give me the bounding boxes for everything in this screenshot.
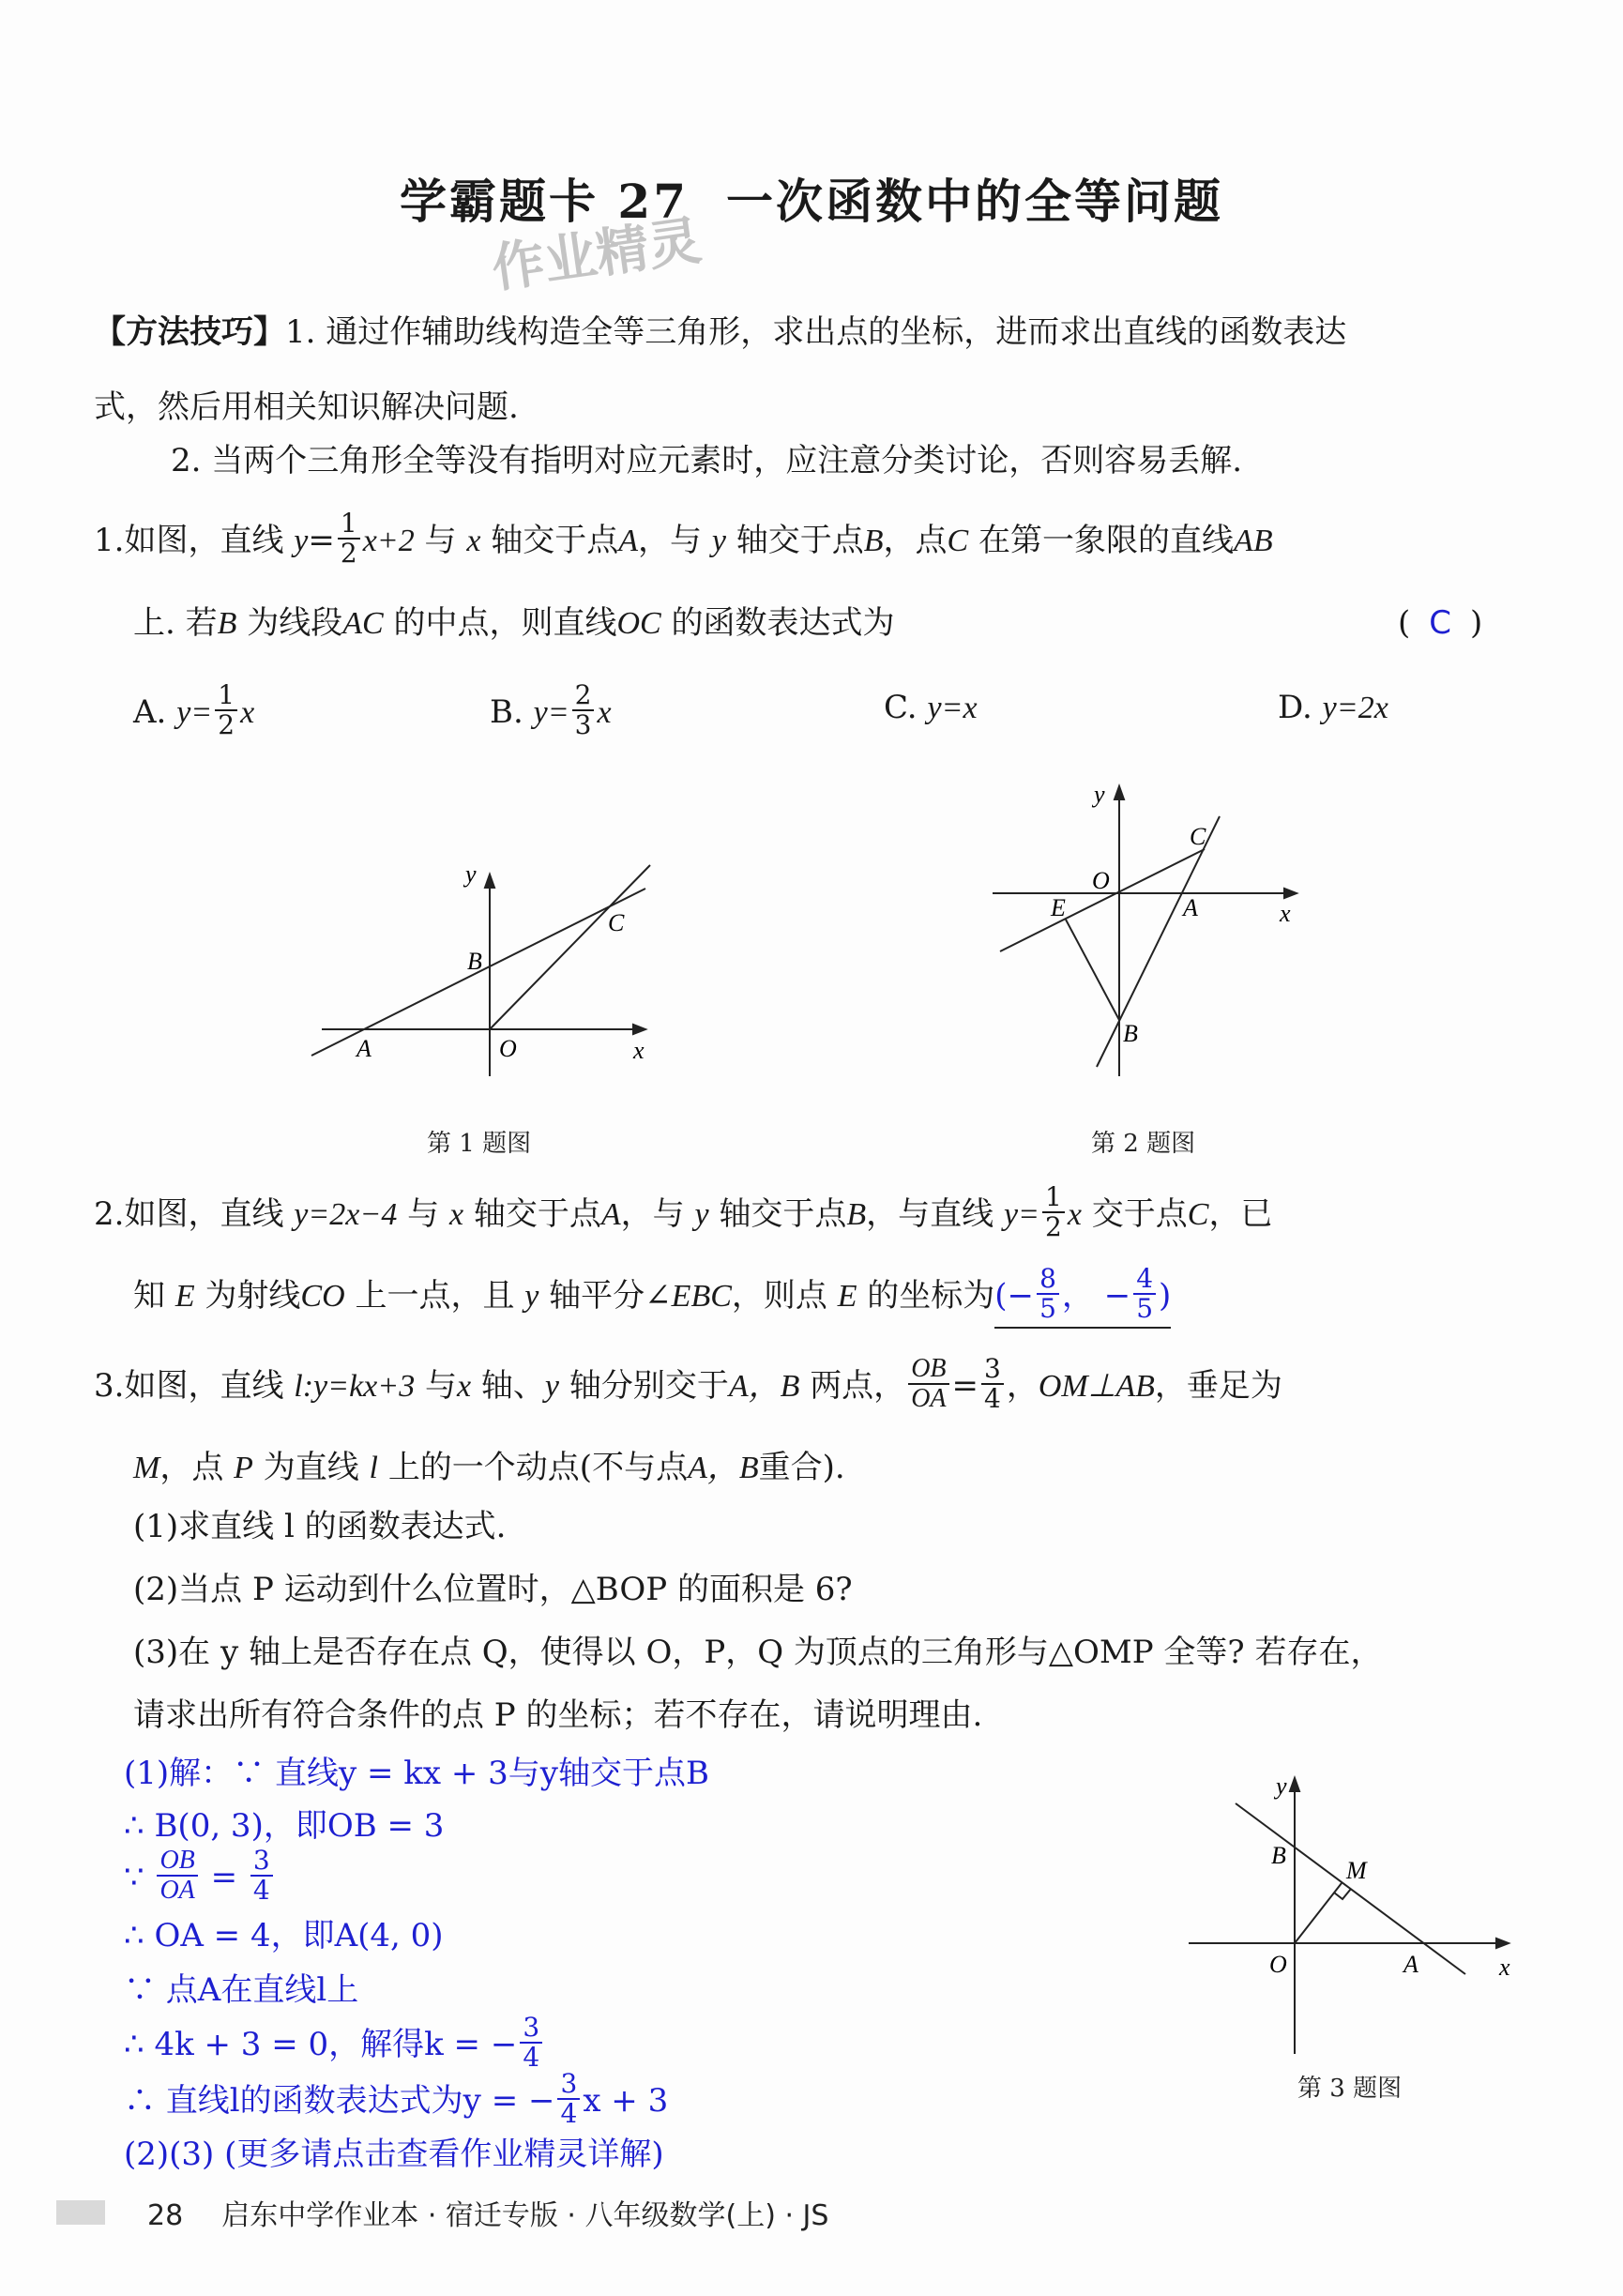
text-fragment: 两点， [810,1367,906,1405]
text-fragment: 5 [1039,1293,1056,1324]
figure-3-caption: 第 3 题图 [1297,2075,1403,2103]
title-card-number: 学霸题卡 27 [400,174,689,229]
label-a: A [1403,1951,1418,1978]
text-fragment: A [600,1197,621,1232]
text-fragment: 4 [252,1875,270,1906]
text-fragment: 2. [94,1195,125,1233]
text-fragment: (− [994,1277,1035,1315]
label-b: B [1271,1842,1286,1869]
text-fragment: 3 [520,2014,542,2044]
text-fragment: 的坐标为 [867,1277,995,1315]
question-3-part-2: (2)当点 P 运动到什么位置时，△BOP 的面积是 6? [133,1571,853,1608]
text-fragment: ，与 [638,522,703,559]
text-fragment: 上. 若 [133,604,218,642]
label-y: y [465,860,477,888]
text-fragment: ，已 [1208,1195,1273,1233]
x-axis-arrow-icon [633,1025,645,1034]
text-fragment: 8 [1037,1265,1059,1295]
text-fragment: EBC [671,1279,732,1314]
text-fragment: y [294,524,309,558]
text-fragment: B [217,606,237,641]
fraction [1037,1265,1059,1323]
text-fragment: E [837,1279,857,1314]
figure-2-caption: 第 2 题图 [1091,1130,1196,1158]
page-number: 28 [147,2199,184,2232]
text-fragment: x [240,695,255,730]
text-fragment: 如图，直线 [124,1195,284,1233]
text-fragment: 2 [218,709,235,740]
text-fragment: 1 [338,509,360,540]
text-fragment: C [947,524,969,558]
text-fragment: = [951,1367,979,1405]
question-1-line-1 [94,508,1273,571]
text-fragment: 的函数表达式为 [671,604,895,642]
watermark: 作业精灵 [488,210,705,300]
fraction [908,1355,948,1413]
text-fragment: 轴分别交于 [569,1367,729,1405]
line-ab [1097,816,1220,1067]
text-fragment: 如图，直线 [124,1367,284,1405]
question-3-part-3: (3)在 y 轴上是否存在点 Q，使得以 O，P，Q 为顶点的三角形与△OMP 全等? 若存在， [133,1634,1383,1671]
text-fragment: 轴交于点 [473,1195,601,1233]
text-fragment: y= [1003,1197,1040,1232]
text-fragment: 3 [981,1355,1004,1385]
text-fragment: y=2x [1322,691,1388,725]
text-fragment: :y=kx+3 [302,1369,416,1404]
label-y: y [1276,1772,1287,1800]
solution-line-3 [124,1845,276,1908]
text-fragment: OC [616,606,661,641]
text-fragment: ， [1006,1367,1039,1405]
text-fragment: 重合). [758,1449,845,1486]
text-fragment: 4 [523,2042,540,2073]
text-fragment: = [210,1859,238,1896]
text-fragment: 在第一象限的直线 [978,522,1235,559]
text-fragment: AC [342,606,384,641]
label-a: A [1183,894,1198,921]
label-b: B [1123,1020,1138,1047]
label-m: M [1346,1857,1367,1884]
text-fragment: 为直线 [263,1449,359,1486]
text-fragment: 轴、 [480,1367,545,1405]
text-fragment: 5 [1136,1293,1154,1324]
fraction [572,681,595,739]
fraction [215,681,237,739]
y-axis-arrow-icon [1115,786,1124,799]
question-3-line-2 [133,1445,845,1491]
text-fragment: OB [908,1355,948,1385]
option-c[interactable] [884,685,978,731]
text-fragment: x [597,695,612,730]
text-fragment: M [133,1451,160,1485]
text-fragment: CO [300,1279,345,1314]
solution-line-4: ∴ OA = 4，即A(4, 0) [124,1917,444,1954]
solution-line-1: (1)解：∵ 直线y = kx + 3与y轴交于点B [124,1755,709,1792]
question-2-answer[interactable] [994,1263,1172,1329]
text-fragment: 3 [557,2070,580,2100]
text-fragment: 与 [425,1367,458,1405]
text-fragment: ，则点 [731,1277,827,1315]
text-fragment: l [294,1369,303,1404]
text-fragment: OM⊥AB [1038,1369,1155,1404]
solution-line-2: ∴ B(0, 3)，即OB = 3 [124,1807,445,1845]
method-tip-1-cont: 式，然后用相关知识解决问题. [94,388,519,426]
text-fragment: ，点 [883,522,948,559]
label-o: O [1269,1951,1287,1978]
label-c: C [608,909,625,936]
fraction [338,509,360,568]
text-fragment: ，垂足为 [1154,1367,1282,1405]
figure-3 [1173,1764,1529,2064]
label-x: x [1499,1954,1510,1981]
line-ec [1000,849,1205,951]
text-fragment: OB [157,1847,197,1877]
text-fragment: 4 [984,1383,1001,1414]
text-fragment: A. [133,693,167,731]
text-fragment: x + 3 [583,2082,669,2120]
solution-line-7 [124,2068,669,2132]
page-title [0,164,1623,232]
text-fragment: 轴交于点 [719,1195,847,1233]
text-fragment: 为线段 [247,604,343,642]
fraction [157,1847,197,1905]
text-fragment: P [234,1451,253,1485]
label-x: x [633,1037,645,1064]
text-fragment: ， − [1061,1277,1131,1315]
segment-eb [1066,920,1119,1020]
text-fragment: C [1187,1197,1209,1232]
text-fragment: y [711,524,726,558]
text-fragment: y= [533,695,569,730]
text-fragment: y=2x−4 [294,1197,398,1232]
text-fragment: x [448,1197,464,1232]
figure-1 [281,844,704,1088]
text-fragment: x [1067,1197,1082,1232]
text-fragment: ∴ 4k + 3 = 0，解得k = − [124,2026,518,2063]
label-b: B [467,948,482,975]
fraction [1133,1265,1156,1323]
text-fragment: C. [884,689,918,726]
text-fragment: 3. [94,1367,125,1405]
text-fragment: x [457,1369,472,1404]
text-fragment: = [308,522,335,559]
text-fragment: 1 [1042,1183,1065,1213]
text-fragment: ) [1159,1277,1172,1315]
text-fragment: y [694,1197,709,1232]
text-fragment: ∵ [124,1859,144,1896]
fraction [981,1355,1004,1413]
footer [147,2192,828,2233]
figure-1-caption: 第 1 题图 [427,1130,532,1158]
solution-more-link[interactable]: (2)(3) (更多请点击查看作业精灵详解) [124,2136,664,2173]
question-1-answer: C [1429,604,1452,642]
text-fragment: A [618,524,639,558]
label-y: y [1094,781,1105,808]
text-fragment: 3 [574,709,592,740]
text-fragment: 1 [215,681,237,711]
text-fragment: ，与直线 [866,1195,994,1233]
text-fragment: 上的一个动点(不与点 [387,1449,689,1486]
text-fragment: 轴平分∠ [549,1277,672,1315]
solution-line-5: ∵ 点A在直线l上 [124,1971,359,2009]
text-fragment: 为射线 [205,1277,301,1315]
label-x: x [1280,900,1291,927]
figure-2 [966,769,1342,1107]
text-fragment: B [846,1197,867,1232]
question-2-line-1 [94,1181,1273,1245]
question-1-answer-bracket [1398,601,1482,646]
fraction [1042,1183,1065,1241]
question-3-part-3-cont: 请求出所有符合条件的点 P 的坐标；若不存在，请说明理由. [133,1696,983,1734]
text-fragment: y= [176,695,213,730]
text-fragment: x+2 [362,524,415,558]
text-fragment: ( [1398,604,1411,642]
line-oc [490,865,650,1029]
text-fragment: 与 [407,1195,440,1233]
text-fragment: 知 [133,1277,165,1315]
question-3-part-1: (1)求直线 l 的函数表达式. [133,1508,507,1545]
text-fragment: 1. [94,522,125,559]
y-axis-arrow-icon [1290,1778,1299,1791]
title-topic: 一次函数中的全等问题 [726,174,1223,229]
y-axis-arrow-icon [485,874,494,888]
text-fragment: A，B [688,1451,759,1485]
text-fragment: ) [1470,604,1483,642]
question-3-line-1 [94,1353,1282,1417]
text-fragment: E [174,1279,195,1314]
question-1-line-2 [133,601,895,646]
text-fragment: 2 [340,538,357,569]
text-fragment: B [863,524,884,558]
text-fragment: OA [911,1384,947,1413]
option-d[interactable] [1278,685,1388,731]
text-fragment: ∴ 直线l的函数表达式为y = − [124,2082,555,2120]
fraction [557,2070,580,2128]
text-fragment: 上一点，且 [355,1277,515,1315]
text-fragment: x [466,524,481,558]
text-fragment: AB [1234,524,1273,558]
x-axis-arrow-icon [1284,889,1297,898]
method-tip-1 [94,310,1346,355]
text-fragment: D. [1278,689,1312,726]
fraction [250,1847,273,1905]
text-fragment: 轴交于点 [736,522,864,559]
text-fragment: OA [159,1876,195,1905]
text-fragment: 轴交于点 [491,522,619,559]
text-fragment: 2 [572,681,595,711]
fraction [520,2014,542,2072]
label-o: O [1092,867,1110,894]
question-2-line-2 [133,1263,1172,1329]
text-fragment: B. [490,693,523,731]
text-fragment: 的中点，则直线 [393,604,617,642]
text-fragment: l [369,1451,378,1485]
label-c: C [1190,823,1206,850]
option-b[interactable] [490,679,612,743]
method-tag: 【方法技巧】 [94,313,285,351]
text-fragment: 3 [250,1847,273,1877]
text-fragment: 2 [1045,1211,1062,1242]
option-a[interactable] [133,679,255,743]
text-fragment: y [544,1369,560,1404]
text-fragment: 与 [424,522,457,559]
solution-line-6 [124,2012,545,2076]
text-fragment: y [524,1279,539,1314]
label-e: E [1051,894,1066,921]
book-title: 启东中学作业本 · 宿迁专版 · 八年级数学(上) · JS [221,2199,829,2232]
text-fragment: 4 [1133,1265,1156,1295]
text-fragment: y=x [927,691,978,725]
footer-page-tab [56,2200,105,2225]
text-fragment: A，B [728,1369,800,1404]
method-tip-2: 2. 当两个三角形全等没有指明对应元素时，应注意分类讨论，否则容易丢解. [171,442,1243,479]
tip1-text: 1. 通过作辅助线构造全等三角形，求出点的坐标，进而求出直线的函数表达 [285,313,1347,351]
label-a: A [356,1035,372,1062]
text-fragment: 交于点 [1091,1195,1188,1233]
label-o: O [499,1035,517,1062]
text-fragment: ，与 [620,1195,685,1233]
x-axis-arrow-icon [1496,1939,1509,1948]
text-fragment: ，点 [159,1449,224,1486]
text-fragment: 如图，直线 [124,522,284,559]
text-fragment: 4 [560,2098,578,2129]
